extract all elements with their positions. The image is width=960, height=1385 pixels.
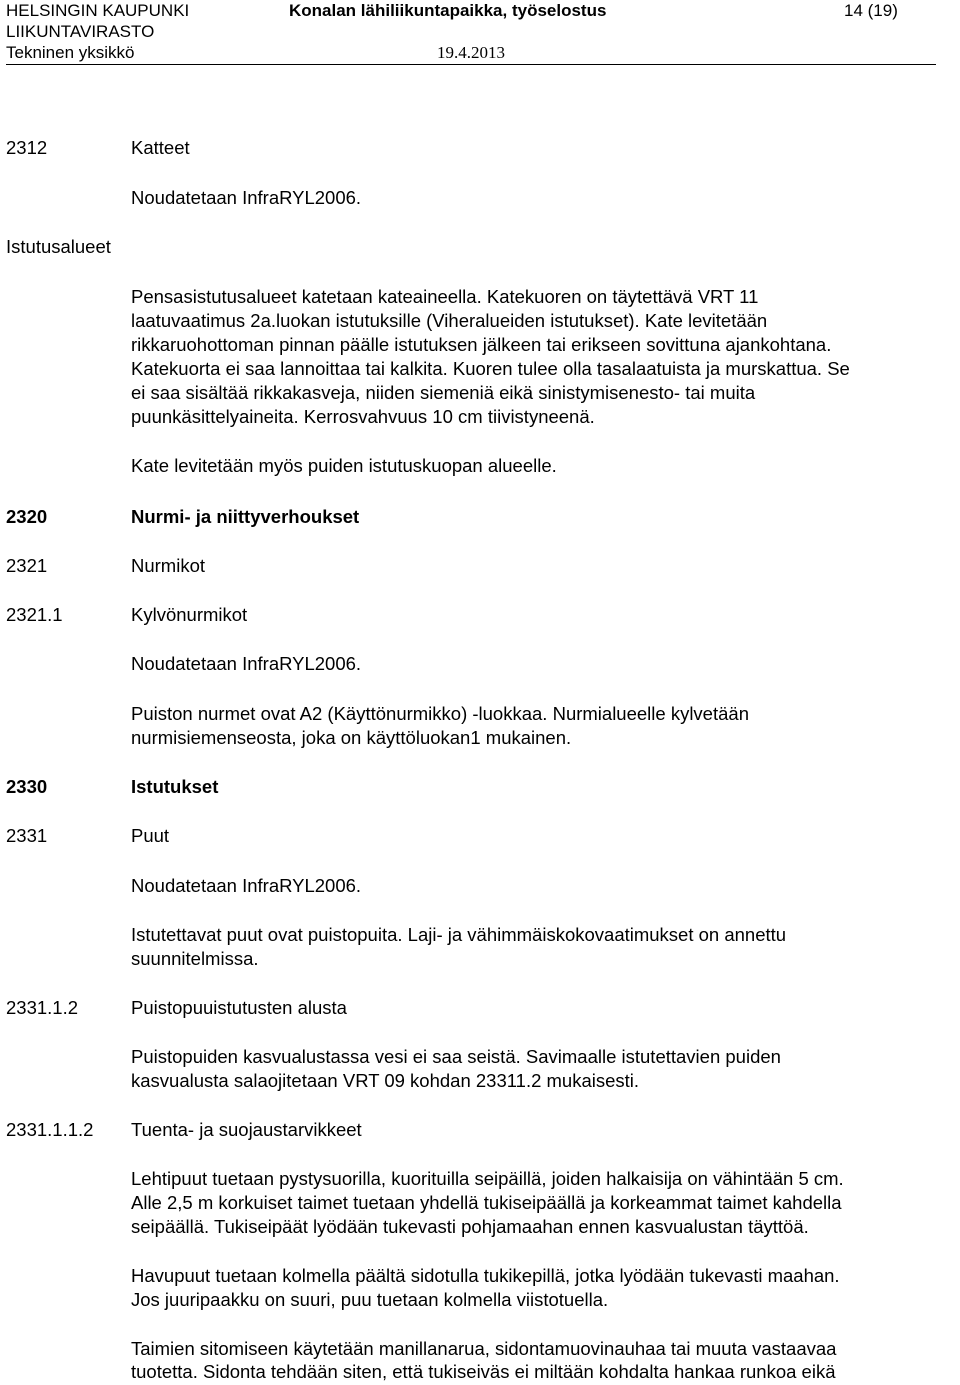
paragraph-line: rikkaruohottoman pinnan päälle istutuksen jälkeen tai erikseen sovittuna ajankohtana. (131, 334, 832, 355)
page-number: 14 (19) (844, 1, 898, 20)
paragraph-line: Kate levitetään myös puiden istutuskuopan alueelle. (131, 455, 557, 476)
paragraph-line: nurmisiemenseosta, joka on käyttöluokan1 mukainen. (131, 727, 572, 748)
document-title: Konalan lähiliikuntapaikka, työselostus (289, 1, 607, 20)
section-number: 2331.1.1.2 (6, 1119, 94, 1140)
section-title: Puistopuuistutusten alusta (131, 997, 347, 1018)
paragraph-line: tuotetta. Sidonta tehdään siten, että tukiseiväs ei miltään kohdalta hankaa runkoa eikä (131, 1361, 836, 1382)
section-title: Nurmi- ja niittyverhoukset (131, 506, 360, 527)
reference-text: Noudatetaan InfraRYL2006. (131, 653, 362, 674)
document-date: 19.4.2013 (437, 43, 505, 62)
section-number: 2330 (6, 776, 48, 797)
section-title: Istutukset (131, 776, 219, 797)
paragraph-line: Puiston nurmet ovat A2 (Käyttönurmikko) -luokkaa. Nurmialueelle kylvetään (131, 703, 749, 724)
section-number: 2321.1 (6, 604, 63, 625)
section-number: 2320 (6, 506, 48, 527)
subsection-label: Istutusalueet (6, 236, 111, 257)
paragraph-line: puunkäsittelyaineita. Kerrosvahvuus 10 cm tiivistyneenä. (131, 406, 595, 427)
section-title: Tuenta- ja suojaustarvikkeet (131, 1119, 362, 1140)
section-title: Kylvönurmikot (131, 604, 248, 625)
paragraph-line: laatuvaatimus 2a.luokan istutuksille (Viheralueiden istutukset). Kate levitetään (131, 310, 768, 331)
unit-name: Tekninen yksikkö (6, 43, 135, 62)
paragraph-line: Pensasistutusalueet katetaan kateaineella. Katekuoren on täytettävä VRT 11 (131, 286, 759, 307)
reference-text: Noudatetaan InfraRYL2006. (131, 187, 362, 208)
department-name: LIIKUNTAVIRASTO (6, 22, 155, 41)
paragraph-line: Havupuut tuetaan kolmella päältä sidotulla tukikepillä, jotka lyödään tukevasti maahan. (131, 1265, 840, 1286)
section-number: 2321 (6, 555, 48, 576)
paragraph-line: Katekuorta ei saa lannoittaa tai kalkita. Kuoren tulee olla tasalaatuista ja murskattua. Se (131, 358, 850, 379)
section-number: 2312 (6, 137, 48, 158)
section-title: Nurmikot (131, 555, 206, 576)
header-divider (6, 64, 936, 65)
section-number: 2331 (6, 825, 48, 846)
paragraph-line: Jos juuripaakku on suuri, puu tuetaan kolmella viistotuella. (131, 1289, 609, 1310)
paragraph-line: Alle 2,5 m korkuiset taimet tuetaan yhdellä tukiseipäällä ja korkeammat taimet kahdella (131, 1192, 842, 1213)
paragraph-line: suunnitelmissa. (131, 948, 259, 969)
section-title: Katteet (131, 137, 190, 158)
paragraph-line: Lehtipuut tuetaan pystysuorilla, kuorituilla seipäillä, joiden halkaisija on vähintään 5 cm. (131, 1168, 844, 1189)
paragraph-line: ei saa sisältää rikkakasveja, niiden siemeniä eikä sinistymisenesto- tai muita (131, 382, 756, 403)
paragraph-line: Taimien sitomiseen käytetään manillanarua, sidontamuovinauhaa tai muuta vastaavaa (131, 1338, 837, 1359)
paragraph-line: Puistopuiden kasvualustassa vesi ei saa seistä. Savimaalle istutettavien puiden (131, 1046, 781, 1067)
paragraph-line: kasvualusta salaojitetaan VRT 09 kohdan 23311.2 mukaisesti. (131, 1070, 640, 1091)
paragraph-line: Istutettavat puut ovat puistopuita. Laji- ja vähimmäiskokovaatimukset on annettu (131, 924, 787, 945)
section-title: Puut (131, 825, 170, 846)
paragraph-line: seipäällä. Tukiseipäät lyödään tukevasti pohjamaahan ennen kasvualustan täyttöä. (131, 1216, 809, 1237)
org-name: HELSINGIN KAUPUNKI (6, 1, 190, 20)
section-number: 2331.1.2 (6, 997, 79, 1018)
reference-text: Noudatetaan InfraRYL2006. (131, 875, 362, 896)
